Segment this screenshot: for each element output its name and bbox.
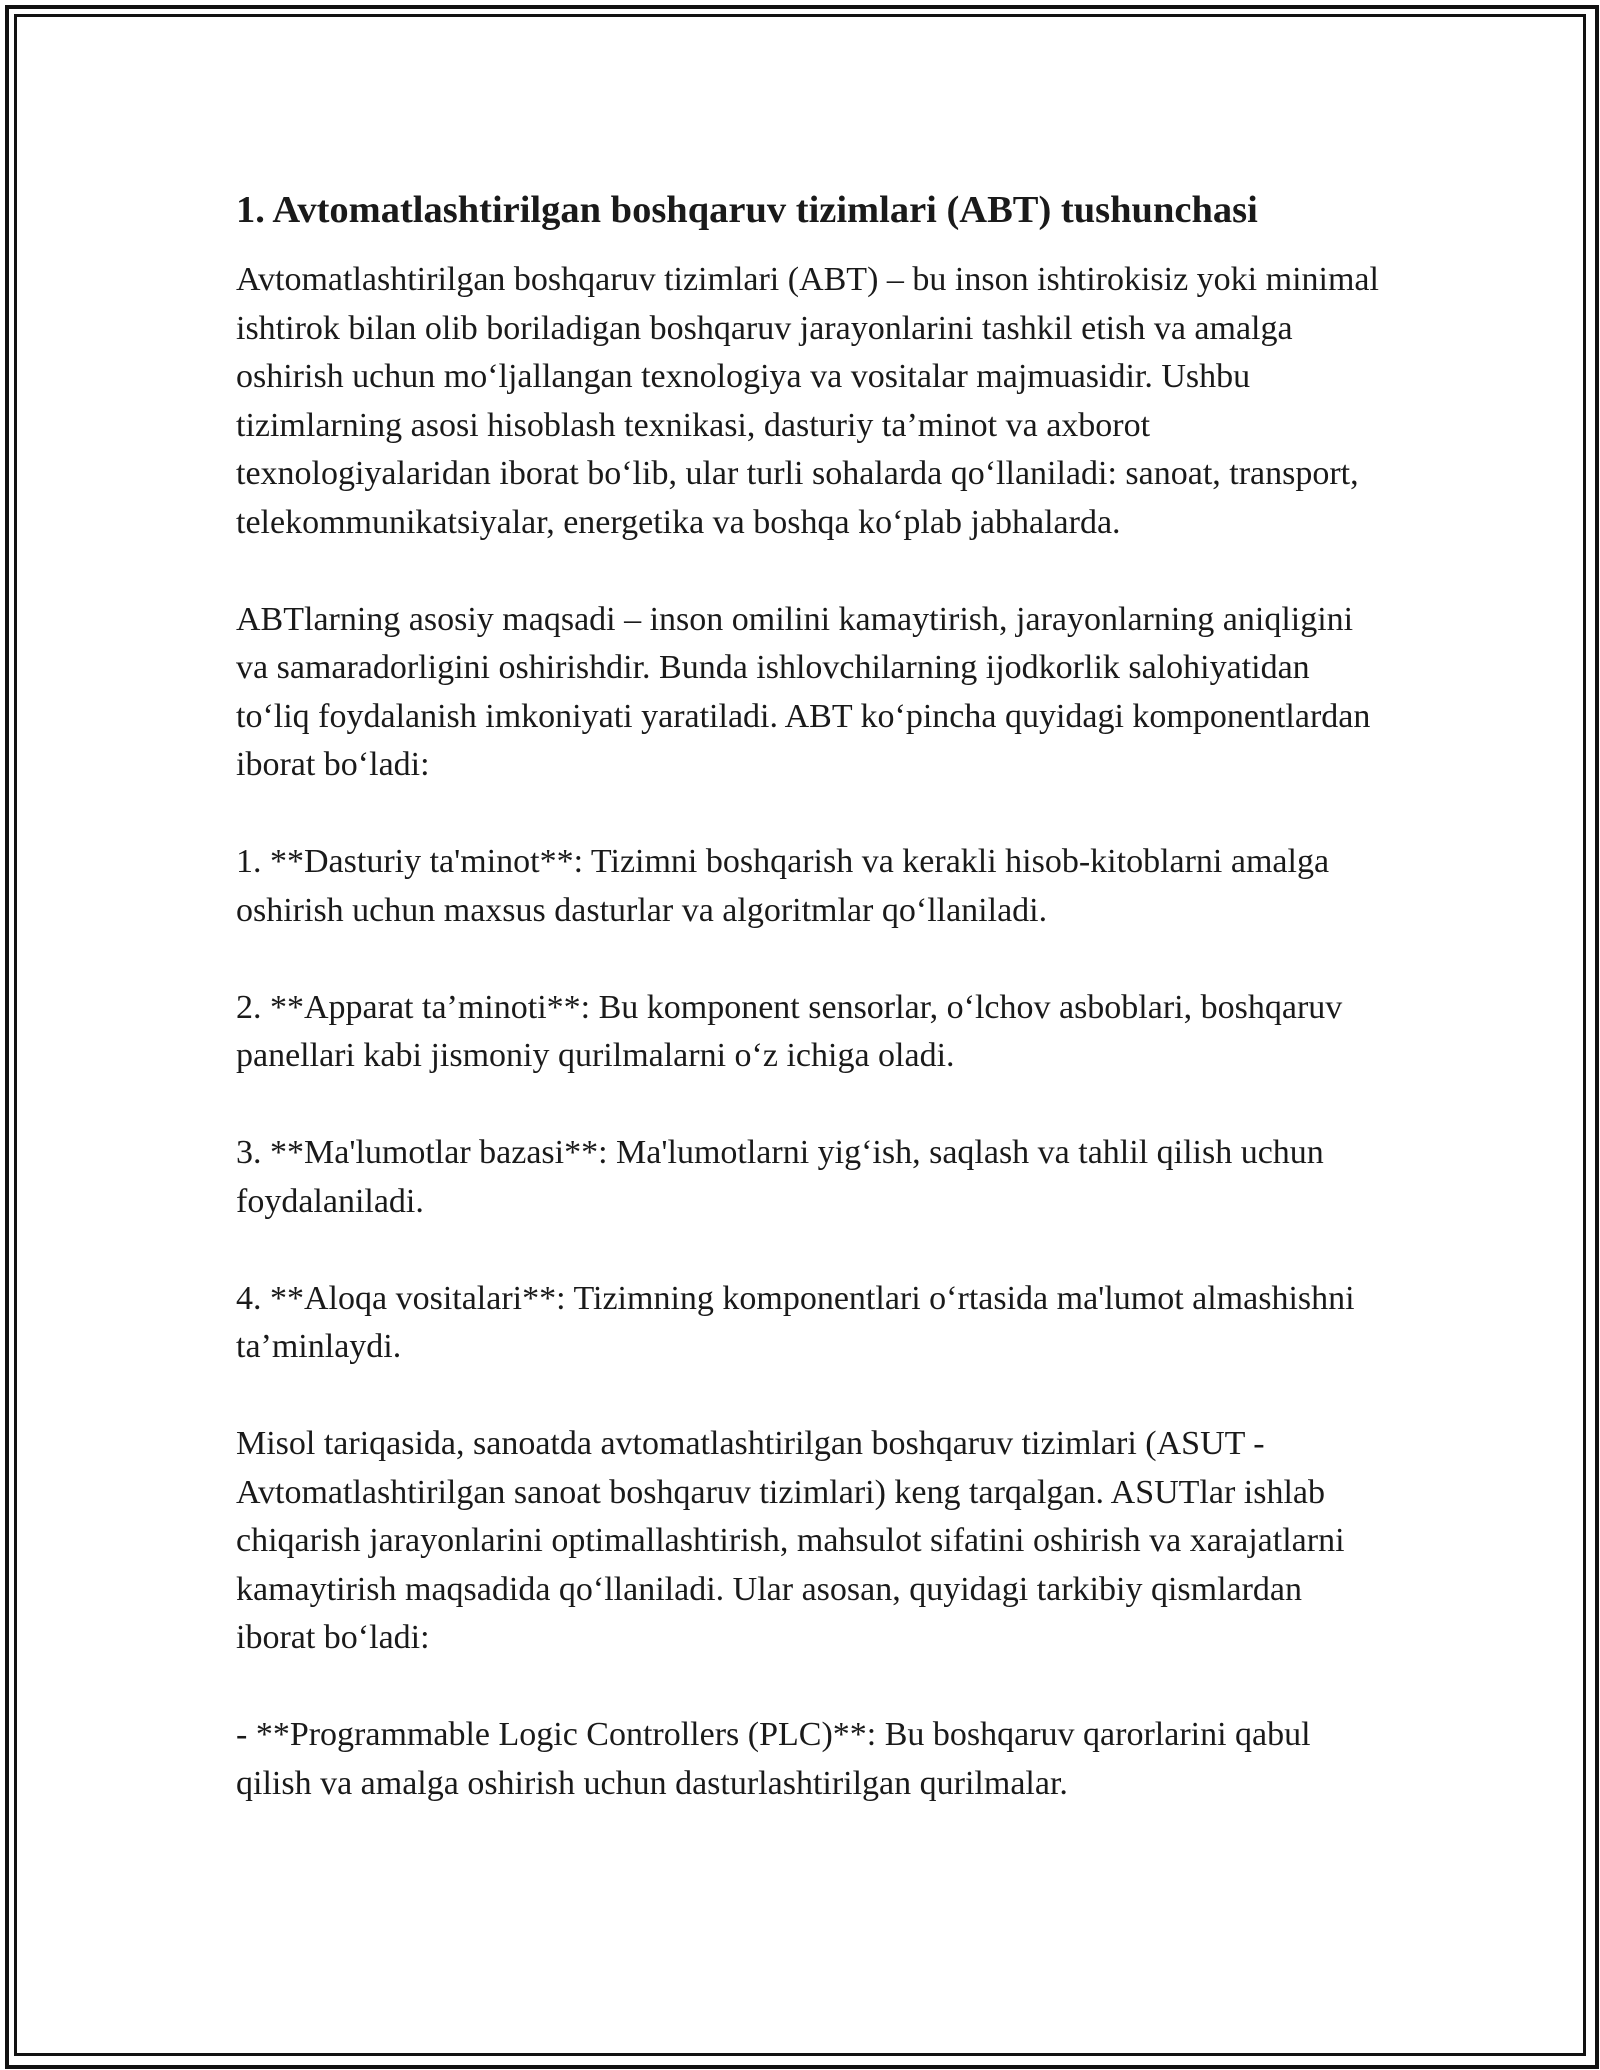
paragraph-purpose: ABTlarning asosiy maqsadi – inson omilini kamaytirish, jarayonlarning aniqligini va samaradorligini oshirishdir. Bunda ishlovchilarning ijodkorlik salohiyatidan to‘liq foydalanish imkoniyati yaratiladi. ABT ko‘pincha quyidagi komponentlardan iborat bo‘ladi:: [236, 600, 1371, 783]
list-item-hardware: 2. **Apparat ta’minoti**: Bu komponent sensorlar, o‘lchov asboblari, boshqaruv panellari kabi jismoniy qurilmalarni o‘z ichiga oladi.: [236, 988, 1343, 1074]
section-heading: 1. Avtomatlashtirilgan boshqaruv tizimlari (ABT) tushunchasi: [236, 189, 1258, 231]
list-item-plc: - **Programmable Logic Controllers (PLC)**: Bu boshqaruv qarorlarini qabul qilish va amalga oshirish uchun dasturlashtirilgan qurilmalar.: [236, 1716, 1311, 1802]
paragraph-definition: Avtomatlashtirilgan boshqaruv tizimlari (ABT) – bu inson ishtirokisiz yoki minimal ishtirok bilan olib boriladigan boshqaruv jarayonlarini tashkil etish va amalga oshirish uchun mo‘ljallangan texnologiya va vositalar majmuasidir. Ushbu tizimlarning asosi hisoblash texnikasi, dasturiy ta’minot va axborot texnologiyalaridan iborat bo‘lib, ular turli sohalarda qo‘llaniladi: sanoat, transport, telekommunikatsiyalar, energetika va boshqa ko‘plab jabhalarda.: [236, 261, 1379, 541]
list-item-communication: 4. **Aloqa vositalari**: Tizimning komponentlari o‘rtasida ma'lumot almashishni ta’minlaydi.: [236, 1279, 1355, 1365]
list-item-database: 3. **Ma'lumotlar bazasi**: Ma'lumotlarni yig‘ish, saqlash va tahlil qilish uchun foydalaniladi.: [236, 1134, 1324, 1220]
paragraph-example: Misol tariqasida, sanoatda avtomatlashtirilgan boshqaruv tizimlari (ASUT - Avtomatlashtirilgan sanoat boshqaruv tizimlari) keng tarqalgan. ASUTlar ishlab chiqarish jarayonlarini optimallashtirish, mahsulot sifatini oshirish va xarajatlarni kamaytirish maqsadida qo‘llaniladi. Ular asosan, quyidagi tarkibiy qismlardan iborat bo‘ladi:: [236, 1425, 1345, 1656]
list-item-software: 1. **Dasturiy ta'minot**: Tizimni boshqarish va kerakli hisob-kitoblarni amalga oshirish uchun maxsus dasturlar va algoritmlar qo‘llaniladi.: [236, 843, 1330, 929]
document-body: [236, 186, 1386, 1808]
